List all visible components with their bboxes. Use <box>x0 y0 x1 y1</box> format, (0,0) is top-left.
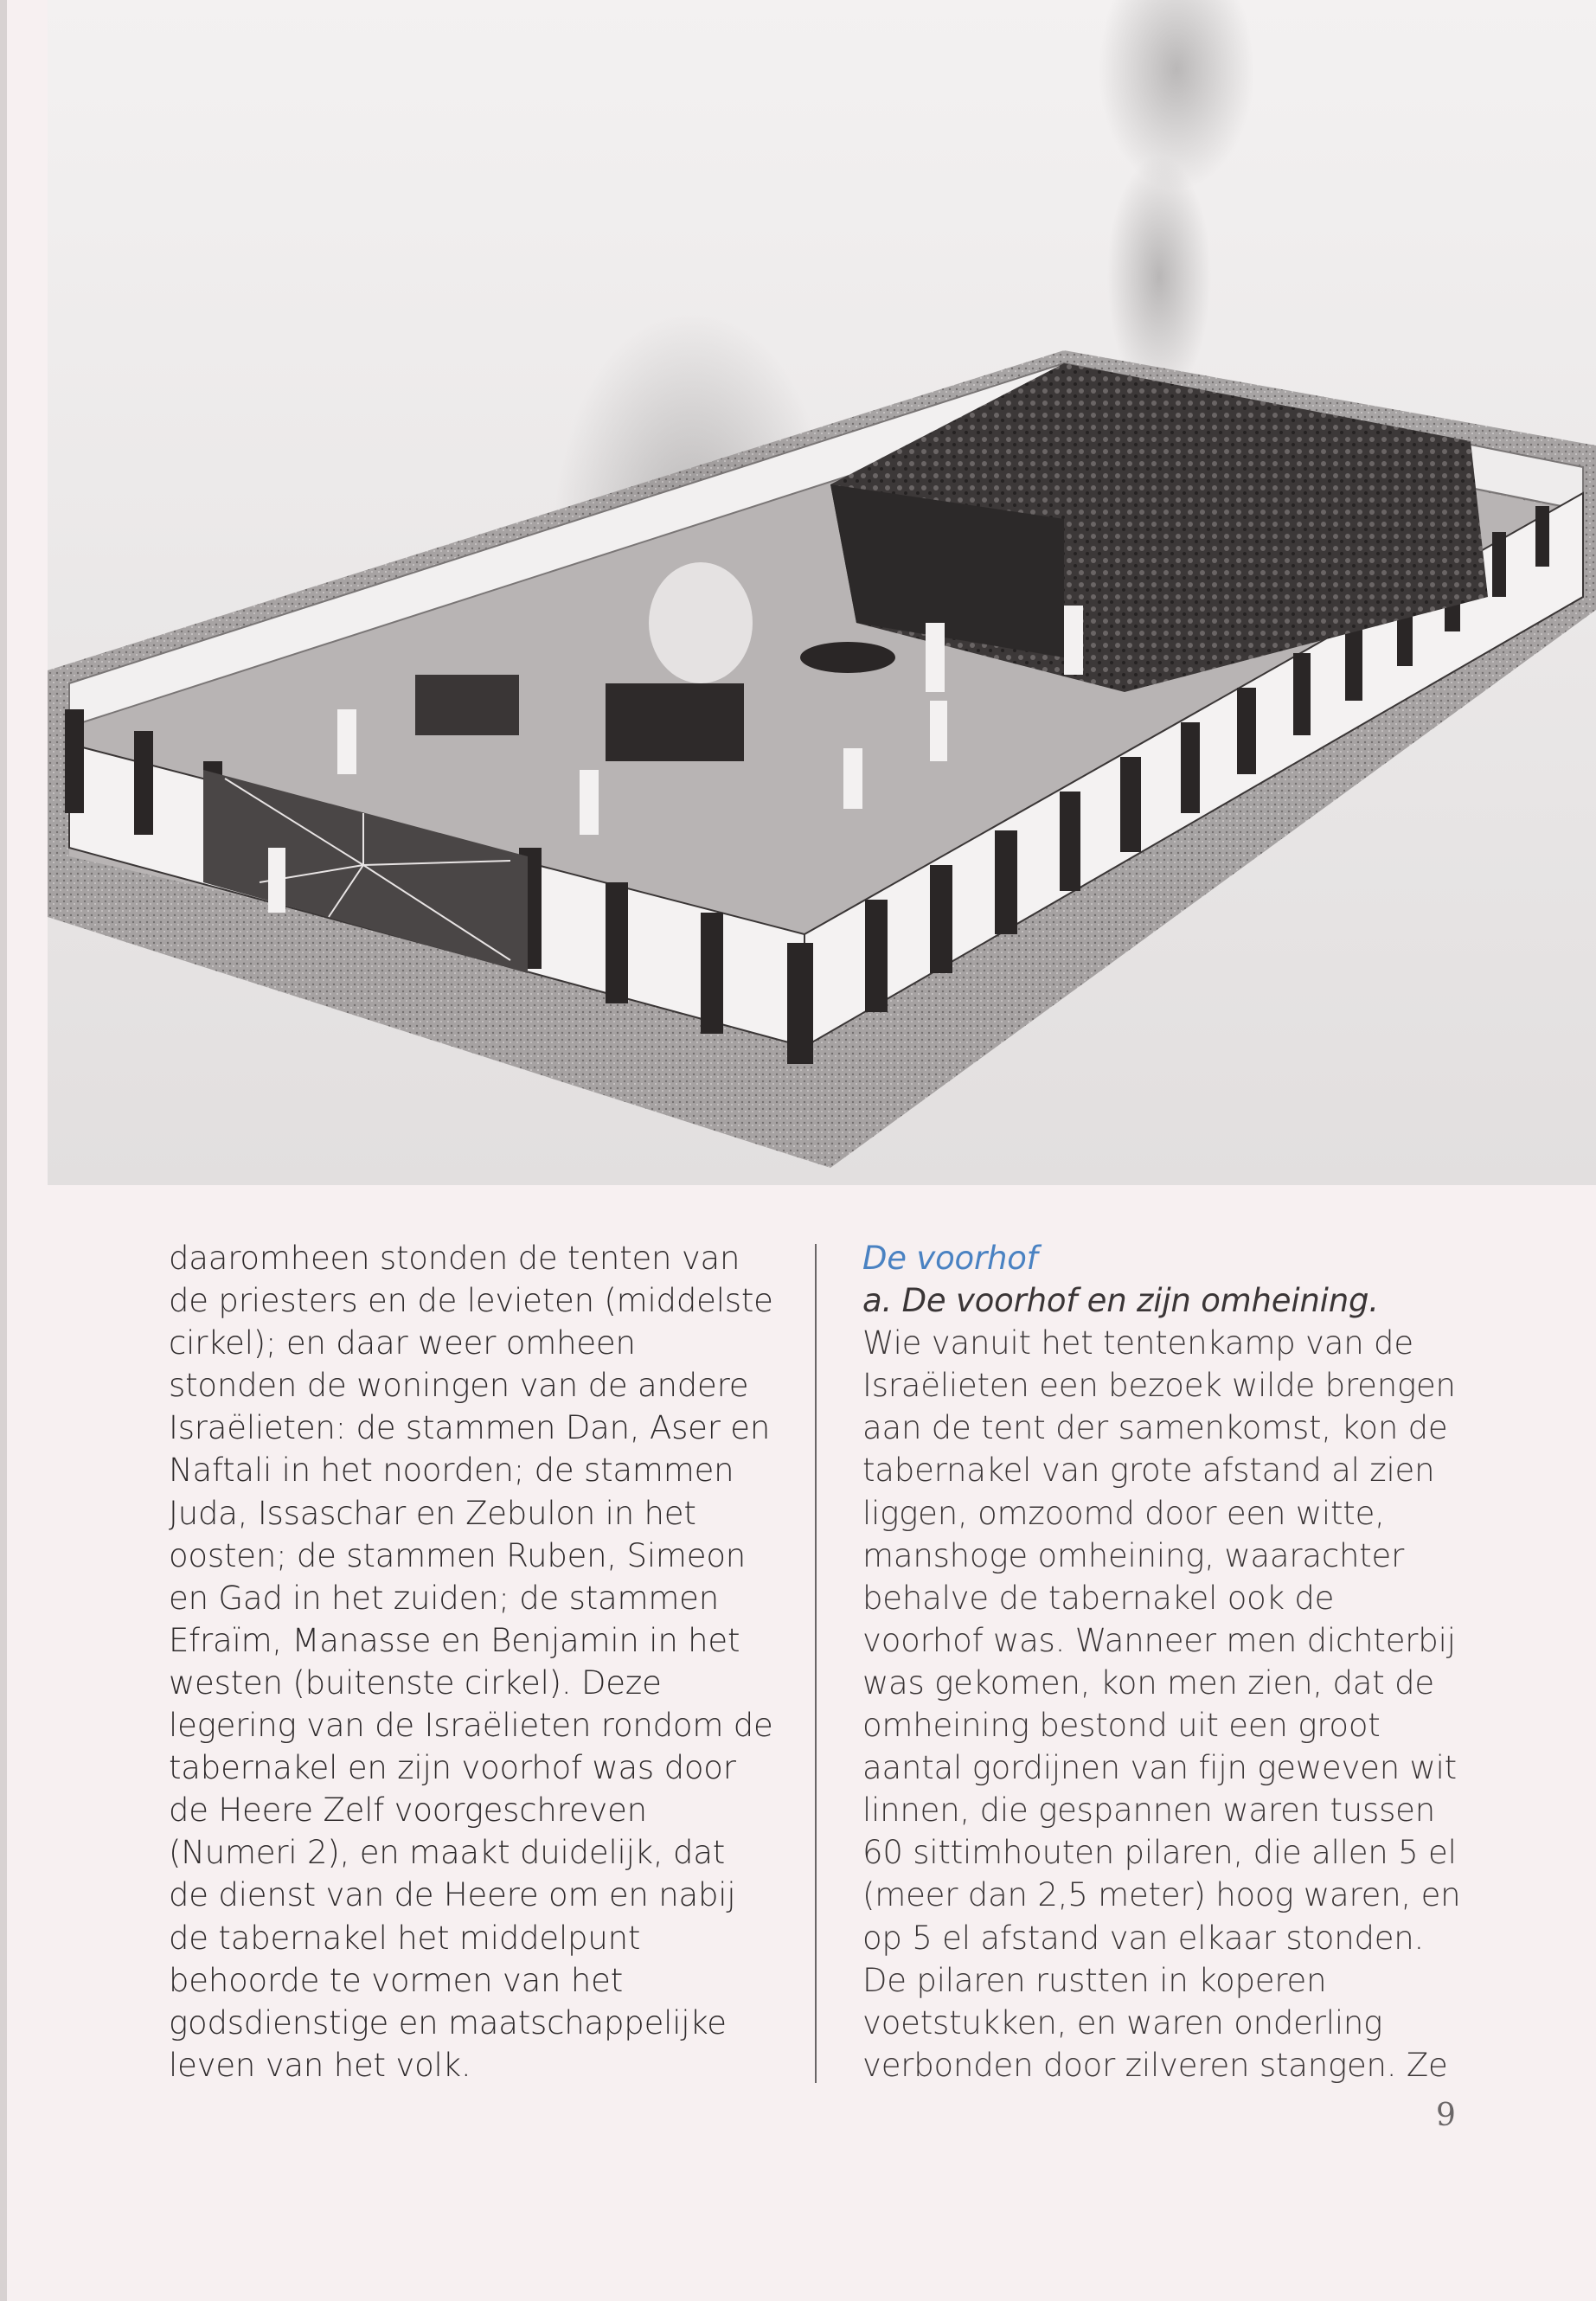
text-line: leven van het volk. <box>169 2046 471 2084</box>
text-line: voorhof was. Wanneer men dichterbij <box>862 1621 1456 1659</box>
column-divider <box>815 1244 817 2083</box>
text-line: linnen, die gespannen waren tussen <box>862 1791 1436 1830</box>
text-line: manshoge omheining, waarachter <box>862 1536 1405 1574</box>
text-line: De pilaren rustten in koperen <box>862 1961 1327 1999</box>
text-line: aantal gordijnen van fijn geweven wit <box>862 1749 1457 1787</box>
page-number: 9 <box>1436 2098 1456 2133</box>
text-line: Juda, Issaschar en Zebulon in het <box>169 1494 696 1532</box>
text-line: westen (buitenste cirkel). Deze <box>169 1663 662 1702</box>
text-line: op 5 el afstand van elkaar stonden. <box>862 1919 1425 1957</box>
text-line: omheining bestond uit een groot <box>862 1707 1381 1745</box>
text-line: (meer dan 2,5 meter) hoog waren, en <box>862 1876 1461 1914</box>
text-line: de tabernakel het middelpunt <box>169 1919 641 1957</box>
text-line: behoorde te vormen van het <box>169 1961 623 1999</box>
text-line: legering van de Israëlieten rondom de <box>169 1707 773 1745</box>
text-line: daaromheen stonden de tenten van <box>169 1240 740 1277</box>
text-line: de priesters en de levieten (middelste <box>169 1282 773 1320</box>
text-line: (Numeri 2), en maakt duidelijk, dat <box>169 1834 726 1872</box>
subsection-heading: a. De voorhof en zijn omheining. <box>862 1282 1379 1320</box>
text-line: 60 sittimhouten pilaren, die allen 5 el <box>862 1834 1457 1872</box>
text-line: de Heere Zelf voorgeschreven <box>169 1791 647 1830</box>
text-line: Efraïm, Manasse en Benjamin in het <box>169 1621 740 1659</box>
text-line: voetstukken, en waren onderling <box>862 2003 1383 2041</box>
text-line: aan de tent der samenkomst, kon de <box>862 1409 1448 1447</box>
text-line: cirkel); en daar weer omheen <box>169 1324 636 1362</box>
text-line: Wie vanuit het tentenkamp van de <box>862 1324 1413 1362</box>
text-line: de dienst van de Heere om en nabij <box>169 1876 736 1914</box>
text-line: en Gad in het zuiden; de stammen <box>169 1579 719 1617</box>
text-line: behalve de tabernakel ook de <box>862 1579 1335 1617</box>
right-column-text <box>862 1237 1485 2086</box>
text-line: Israëlieten: de stammen Dan, Aser en <box>169 1409 771 1447</box>
text-line: tabernakel en zijn voorhof was door <box>169 1749 736 1787</box>
text-line: Naftali in het noorden; de stammen <box>169 1452 734 1490</box>
text-line: was gekomen, kon men zien, dat de <box>862 1663 1434 1702</box>
text-line: stonden de woningen van de andere <box>169 1367 749 1405</box>
text-line: godsdienstige en maatschappelijke <box>169 2003 727 2041</box>
text-line: verbonden door zilveren stangen. Ze <box>862 2046 1448 2084</box>
text-line: liggen, omzoomd door een witte, <box>862 1494 1385 1532</box>
text-line: oosten; de stammen Ruben, Simeon <box>169 1536 747 1574</box>
text-line: Israëlieten een bezoek wilde brengen <box>862 1367 1456 1405</box>
text-line: tabernakel van grote afstand al zien <box>862 1452 1435 1490</box>
left-column-text <box>169 1237 792 2086</box>
section-heading: De voorhof <box>862 1240 1038 1277</box>
